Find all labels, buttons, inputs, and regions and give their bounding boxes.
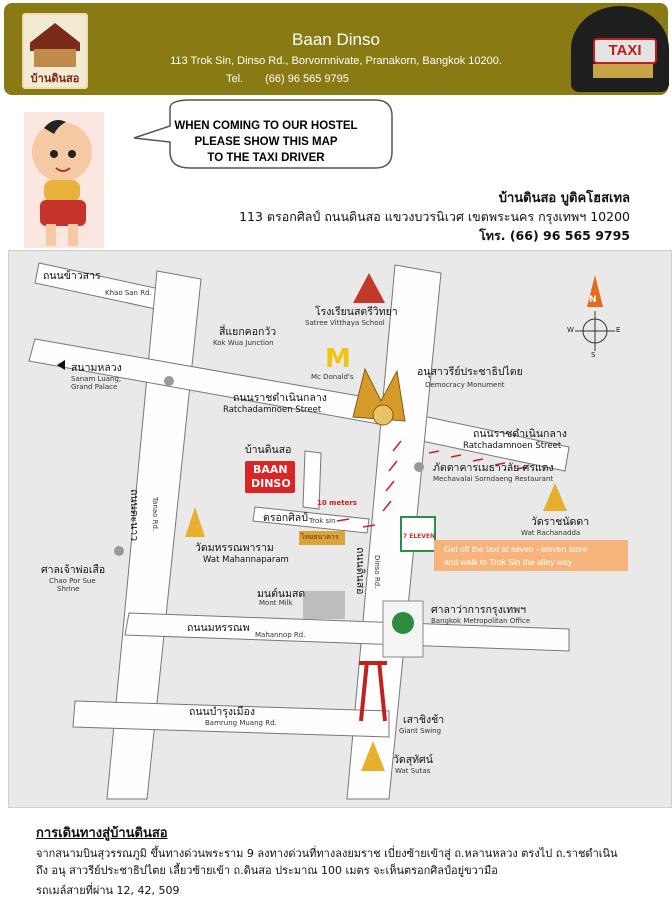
label-chao-por-en: Chao Por Sue	[49, 577, 96, 585]
baan-dinso-sign-line-1: BAAN	[253, 463, 288, 476]
label-khao-san-en: Khao San Rd.	[105, 289, 152, 297]
label-tanao-th: ถนนตะนาว	[128, 489, 140, 542]
satree-school-icon	[353, 273, 385, 303]
label-dinso-th: ถนนดินสอ	[354, 547, 366, 595]
directions-line-2: ถึง อนุ สาวรีย์ประชาธิปไตย เลี้ยวซ้ายเข้า ถ.ดินสอ ประมาณ 100 เมตร จะเห็นตรอกศิลป์อยู่ขวามือ	[36, 864, 498, 877]
tel-value: (66) 96 565 9795	[265, 73, 349, 85]
speech-bubble-text	[152, 118, 380, 166]
label-kok-wua-th: สี่แยกคอกวัว	[219, 326, 277, 338]
mechavalai-marker	[414, 462, 424, 472]
label-bank: ไทยธนาคาร	[301, 533, 339, 541]
compass-north-label: N	[589, 295, 597, 305]
baan-dinso-sign-line-2: DINSO	[251, 477, 291, 490]
label-mahannop-en: Mahannop Rd.	[255, 631, 306, 639]
callout-line-1: Get off the taxi at seven - eleven store	[444, 544, 588, 554]
label-baan-dinso-th: บ้านดินสอ	[245, 444, 292, 456]
label-ratchadamnoen-en-2: Ratchadamnoen Street	[463, 441, 562, 451]
chao-por-sue-marker	[114, 546, 124, 556]
tel-label: Tel.	[226, 73, 244, 85]
label-mahannaparam-en: Wat Mahannaparam	[203, 555, 289, 565]
label-ratchanadda-th: วัดราชนัดดา	[531, 516, 590, 528]
label-bamrung-th: ถนนบำรุงเมือง	[189, 706, 255, 718]
mcdonalds-logo: M	[325, 344, 351, 374]
bma-logo	[392, 612, 414, 634]
label-mechavalai-en: Mechavalai Sorndaeng Restaurant	[433, 475, 554, 483]
speech-line-3: TO THE TAXI DRIVER	[207, 152, 325, 164]
label-swing-en: Giant Swing	[399, 727, 442, 735]
label-10-meters: 10 meters	[317, 499, 357, 507]
label-trok-sin-th: ตรอกศิลป์	[263, 512, 308, 524]
taxi-instruction-callout	[434, 540, 628, 571]
hostel-address-thai: 113 ตรอกศิลป์ ถนนดินสอ แขวงบวรนิเวศ เขตพระนคร กรุงเทพฯ 10200	[239, 209, 630, 224]
wat-rachanadda-icon	[543, 483, 567, 511]
label-seven-eleven: 7 ELEVEN	[403, 533, 436, 540]
label-satree-th: โรงเรียนสตรีวิทยา	[315, 306, 398, 318]
compass-south-label: S	[591, 351, 596, 359]
directions-title: การเดินทางสู่บ้านดินสอ	[36, 826, 168, 841]
mont-milk-building	[303, 591, 345, 619]
wat-mahannaparam-icon	[185, 507, 205, 537]
label-ratchadamnoen-th-1: ถนนราชดำเนินกลาง	[233, 392, 327, 404]
mascot-illustration	[24, 112, 104, 248]
label-ratchanadda-en: Wat Rachanadda	[521, 529, 581, 537]
compass-east-label: E	[616, 326, 621, 334]
bus-lines: รถเมล์สายที่ผ่าน 12, 42, 509	[36, 884, 180, 897]
kok-wua-junction-marker	[164, 376, 174, 386]
label-ratchadamnoen-en-1: Ratchadamnoen Street	[223, 405, 322, 415]
logo-text: บ้านดินสอ	[30, 72, 80, 85]
label-dinso-en: Dinso Rd.	[373, 555, 381, 589]
label-democracy-en: Democracy Monument	[425, 381, 505, 389]
location-map	[8, 250, 672, 808]
label-democracy-th: อนุสาวรีย์ประชาธิปไตย	[417, 366, 523, 378]
label-chao-por-th: ศาลเจ้าพ่อเสือ	[41, 564, 106, 576]
label-mcdonalds: Mc Donald's	[311, 373, 354, 381]
hostel-phone-thai: โทร. (66) 96 565 9795	[479, 228, 630, 243]
label-bamrung-en: Bamrung Muang Rd.	[205, 719, 277, 727]
label-bma-th: ศาลาว่าการกรุงเทพฯ	[431, 604, 527, 616]
hostel-phone	[226, 73, 371, 85]
label-bma-en: Bangkok Metropolitan Office	[431, 617, 531, 625]
label-tanao-en: Tanao Rd.	[151, 497, 159, 532]
label-satree-en: Satree Vitthaya School	[305, 319, 385, 327]
label-mahannaparam-th: วัดมหรรณพาราม	[195, 542, 274, 554]
label-khao-san-th: ถนนข้าวสาร	[43, 270, 101, 282]
callout-line-2: and walk to Trok Sin the alley way	[444, 557, 573, 567]
baan-dinso-logo	[22, 13, 88, 89]
label-mechavalai-th: ภัตตาคารเมธาวลัย ศรแดง	[433, 462, 554, 474]
label-kok-wua-en: Kok Wua Junction	[213, 339, 274, 347]
hostel-address: 113 Trok Sin, Dinso Rd., Borvornnivate, Pranakorn, Bangkok 10200.	[170, 55, 502, 67]
label-mont-th: มนต์นมสด	[257, 588, 306, 600]
label-ratchadamnoen-th-2: ถนนราชดำเนินกลาง	[473, 428, 567, 440]
speech-line-1: WHEN COMING TO OUR HOSTEL	[174, 120, 358, 132]
label-shrine-en: Shrine	[57, 585, 80, 593]
label-suthat-en: Wat Sutas	[395, 767, 431, 775]
label-mont-en: Mont Milk	[259, 599, 293, 607]
label-mahannop-th: ถนนมหรรณพ	[187, 622, 250, 634]
hostel-title: Baan Dinso	[292, 30, 380, 49]
directions-line-1: จากสนามบินสุวรรณภูมิ ขึ้นทางด่วนพระราม 9 ลงทางด่วนที่ทางลงยมราช เบี่ยงซ้ายเข้าสู่ ถ.หลานหลวง ตรงไป ถ.ราชดำเนิน	[36, 847, 618, 860]
hostel-name-thai: บ้านดินสอ บูติคโฮสเทล	[498, 191, 630, 206]
label-swing-th: เสาชิงช้า	[403, 714, 445, 726]
label-sanam-luang-en: Sanam Luang,	[71, 375, 122, 383]
label-sanam-luang-th: สนามหลวง	[71, 362, 122, 374]
label-suthat-th: วัดสุทัศน์	[393, 754, 433, 766]
compass-west-label: W	[567, 326, 574, 334]
label-grand-palace-en: Grand Palace	[71, 383, 118, 391]
democracy-monument-center	[373, 405, 393, 425]
speech-line-2: PLEASE SHOW THIS MAP	[194, 136, 338, 148]
label-trok-sin-en: Trok sin	[309, 517, 336, 525]
taxi-sign-text: TAXI	[593, 38, 657, 64]
